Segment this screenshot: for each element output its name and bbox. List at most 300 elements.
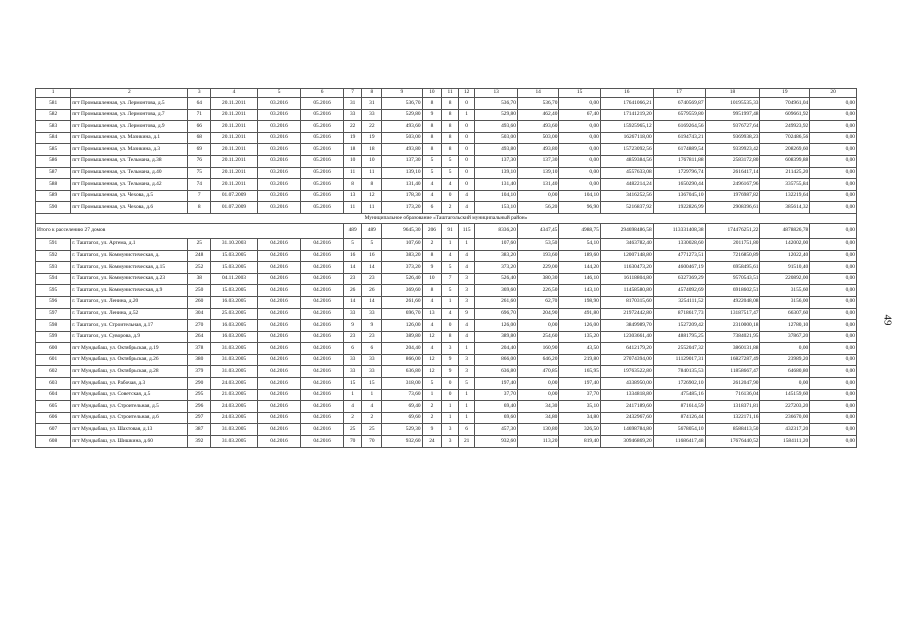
table-cell: 526,40 [382,273,422,285]
table-cell: 387 [188,424,211,436]
table-cell: 26 [343,285,362,297]
table-cell: пгт Промышленная, ул. Лермонтова, д.7 [71,109,188,121]
table-cell: 10 [422,89,442,98]
table-cell: 04.2016 [301,320,344,332]
table-cell: 270 [188,320,211,332]
table-cell: 9 [422,262,442,274]
table-cell: 3 [458,285,475,297]
table-cell: 04.2016 [301,389,344,401]
table-cell: 25 [188,238,211,250]
table-cell: 1318371,81 [705,401,760,413]
table-cell: 0,00 [810,354,857,366]
table-cell: 932,60 [475,436,518,448]
table-cell: 1 [343,389,362,401]
table-cell: 05.2016 [301,179,344,191]
table-cell: 19 [760,89,810,98]
table-row [36,262,857,274]
table-row [36,285,857,297]
table-cell: г. Таштагол, ул. Ленина, д.52 [71,308,188,320]
table-cell: 12 [458,89,475,98]
table-cell: г. Таштагол, ул. Строительная, д.17 [71,320,188,332]
table-cell: 33 [343,354,362,366]
table-cell: 236670,00 [760,412,810,424]
table-cell: 12303661,40 [600,331,653,343]
table-cell: 115 [458,223,475,238]
table-row [36,179,857,191]
table-cell: 05.2016 [301,109,344,121]
section-title: Муниципальное образование «Таштагольский муниципальный район» [36,213,857,223]
table-cell: 9 [343,320,362,332]
table-cell: 135,20 [559,331,600,343]
table-cell: 866,00 [475,354,518,366]
table-cell: 4859384,56 [600,155,653,167]
table-cell: 12 [422,354,442,366]
table-cell: г. Таштагол, ул. Ленина, д.20 [71,296,188,308]
table-cell: 4 [422,190,442,202]
table-cell: 20.11.2011 [211,179,258,191]
table-cell: 4574092,69 [653,285,705,297]
section-row [36,213,857,223]
table-cell: 12007148,80 [600,250,653,262]
table-cell: 14 [343,262,362,274]
table-cell: 9 [442,354,459,366]
table-cell: 04.2016 [257,250,301,262]
table-cell: 126,00 [382,320,422,332]
table-cell: 19763522,80 [600,366,653,378]
table-cell: 04.2016 [301,401,344,413]
table-cell: 8 [442,144,459,156]
table-cell: 5 [442,262,459,274]
table-cell: 609661,92 [760,109,810,121]
table-cell: 23 [343,331,362,343]
table-cell: 53,50 [517,238,558,250]
table-cell: 10 [422,273,442,285]
table-cell: 1 [442,412,459,424]
table-cell: 2011751,80 [705,238,760,250]
table-cell: 608 [36,436,71,448]
table-cell: 606 [36,412,71,424]
table-cell: 21 [458,436,475,448]
table-cell: 3 [458,273,475,285]
table-cell: 536,70 [517,98,558,110]
table-cell: 03.2016 [257,132,301,144]
table-cell: 7216850,89 [705,250,760,262]
table-cell: пгт Промышленная, ул. Мазикина, д.1 [71,132,188,144]
table-cell: 22 [362,121,382,133]
table-cell: 03.2016 [257,144,301,156]
table-cell: 14 [517,89,558,98]
table-cell: 457,30 [475,424,518,436]
table-cell: 493,60 [475,121,518,133]
table-cell: 1367045,10 [653,190,705,202]
table-cell: 11686417,48 [653,436,705,448]
table-cell: 25 [362,424,382,436]
table-cell: 5 [343,238,362,250]
table-cell: 0,00 [810,109,857,121]
table-cell: 603 [36,378,71,390]
table-cell: пгт Мундыбаш, ул. Строительная, д.6 [71,412,188,424]
table-cell: 8588413,50 [705,424,760,436]
table-cell: 5 [442,155,459,167]
table-cell: 0 [458,167,475,179]
table-cell: 0 [458,98,475,110]
table-cell: 2612047,90 [705,378,760,390]
table-cell: 1 [458,401,475,413]
table-cell: 04.2016 [301,238,344,250]
table-cell: 0,00 [517,378,558,390]
table-cell: г. Таштагол, ул. Артема, д.1 [71,238,188,250]
table-cell: 819,40 [559,436,600,448]
table-cell: 142002,00 [760,238,810,250]
table-row [36,436,857,448]
table-cell: 130,80 [517,424,558,436]
table-cell: 0,00 [559,144,600,156]
table-cell: 21972442,80 [600,308,653,320]
table-cell: 38 [188,273,211,285]
table-cell: 586 [36,155,71,167]
table-cell: 15.03.2005 [211,262,258,274]
table-cell: 326,50 [559,424,600,436]
table-cell: 126,00 [475,320,518,332]
table-cell: 0,00 [559,167,600,179]
table-cell: 582 [36,109,71,121]
table-cell: 4 [442,179,459,191]
table-cell: 3 [442,343,459,355]
table-row [36,121,857,133]
table-cell: 383,20 [475,250,518,262]
table-cell: 37867,20 [760,331,810,343]
table-cell: 3849989,70 [600,320,653,332]
table-cell: 261,60 [475,296,518,308]
table-cell: пгт Промышленная, ул. Лермонтова, д.9 [71,121,188,133]
table-cell: 229,00 [517,262,558,274]
table-cell: 2496167,96 [705,179,760,191]
table-cell: 04.2016 [301,308,344,320]
table-cell: 14 [343,296,362,308]
table-cell: 1767811,88 [653,155,705,167]
table-cell: 536,70 [382,98,422,110]
table-row [36,389,857,401]
table-cell: 491,80 [559,308,600,320]
table-cell: 208269,60 [760,144,810,156]
table-cell: пгт Мундыбаш, ул. Шахтовая, д.13 [71,424,188,436]
table-cell: 592 [36,250,71,262]
table-cell: 4 [422,179,442,191]
table-cell: 03.2016 [257,179,301,191]
table-cell: пгт Мундыбаш, ул. Октябрьская, д.19 [71,343,188,355]
table-cell: 2 [422,401,442,413]
table-row [36,308,857,320]
table-cell: 05.2016 [301,202,344,214]
table-cell: 489 [343,223,362,238]
table-cell: 139,10 [517,167,558,179]
table-cell: 76 [188,155,211,167]
table-cell: 01.07.2009 [211,202,258,214]
table-cell: 0 [458,144,475,156]
table-cell: 69 [188,144,211,156]
table-cell: 4600467,19 [653,262,705,274]
table-cell: 588 [36,179,71,191]
table-cell: 0 [458,132,475,144]
table-cell: 8 [362,179,382,191]
table-cell: 178,30 [382,190,422,202]
table-row [36,250,857,262]
table-cell: 304 [188,308,211,320]
table-cell: 3 [442,424,459,436]
table-cell: 9369938,23 [705,132,760,144]
table-cell: 04.2016 [301,331,344,343]
table-cell: 104,10 [559,190,600,202]
table-cell: 13 [475,89,518,98]
table-row [36,320,857,332]
table-cell: г. Таштагол, ул. Коммунистическая, д.9 [71,285,188,297]
table-cell: 1 [362,389,382,401]
table-cell: 04.2016 [257,238,301,250]
table-cell: 15925965,12 [600,121,653,133]
table-cell: 18 [343,144,362,156]
table-cell: 31 [362,98,382,110]
header-row [36,89,857,98]
table-cell: 20.11.2011 [211,109,258,121]
table-cell: 137,30 [475,155,518,167]
table-cell: 15 [362,378,382,390]
table-cell: 16118804,80 [600,273,653,285]
table-cell: 0 [442,389,459,401]
table-cell: 24.03.2005 [211,412,258,424]
table-row [36,273,857,285]
table-cell: 4 [211,89,258,98]
table-cell: 3 [458,296,475,308]
table-cell: 4 [458,320,475,332]
table-cell: 10195535,33 [705,98,760,110]
table-cell: 874126,44 [653,412,705,424]
table-cell: 599 [36,331,71,343]
table-cell: 139,10 [382,167,422,179]
table-cell: 23 [343,273,362,285]
table-cell: пгт Промышленная, ул. Тельмана, д.38 [71,155,188,167]
table-cell: 503,00 [475,132,518,144]
table-cell: 20.11.2011 [211,167,258,179]
table-cell: 04.2016 [301,354,344,366]
table-cell: 33 [362,308,382,320]
table-cell: 12 [362,190,382,202]
table-cell: г. Таштагол, ул. Коммунистическая, д.23 [71,273,188,285]
total-row [36,223,857,238]
table-cell: 0 [458,155,475,167]
table-cell: 113,20 [517,436,558,448]
table-cell: 1584111,20 [760,436,810,448]
table-cell: 9645,30 [382,223,422,238]
table-cell: 15 [343,378,362,390]
table-cell: 11630473,20 [600,262,653,274]
table-cell: 04.2016 [257,424,301,436]
table-cell: 6 [362,343,382,355]
table-cell: 68 [188,132,211,144]
table-cell: 601 [36,354,71,366]
table-cell: 3860131,88 [705,343,760,355]
table-cell: 15723092,56 [600,144,653,156]
table-cell: 0,00 [810,412,857,424]
table-cell: 144,20 [559,262,600,274]
table-cell: 1 [458,343,475,355]
table-cell: 03.2016 [257,109,301,121]
table-cell: 11 [362,167,382,179]
table-cell: 595 [36,285,71,297]
table-cell: 04.2016 [257,262,301,274]
total-label: Итого к расселению 27 домов [36,223,344,238]
table-cell: 1726902,10 [653,378,705,390]
table-cell: 173,20 [382,202,422,214]
table-cell: 1 [422,389,442,401]
table-cell: 219,80 [559,354,600,366]
table-cell: 04.2016 [301,436,344,448]
table-cell: 0,00 [810,223,857,238]
table-cell: 11 [343,167,362,179]
table-cell: 8 [422,285,442,297]
table-cell: 0,00 [559,132,600,144]
table-cell: 70 [362,436,382,448]
table-cell: 70 [343,436,362,448]
table-cell: 34,30 [517,401,558,413]
table-cell: 9339923,42 [705,144,760,156]
table-cell: 24.03.2005 [211,378,258,390]
table-cell: 583 [36,121,71,133]
table-cell: 69,40 [475,401,518,413]
table-cell: 4557633,08 [600,167,653,179]
table-row [36,424,857,436]
table-cell: 4347,45 [517,223,558,238]
table-cell: 475485,16 [653,389,705,401]
table-cell: 3 [458,366,475,378]
table-cell: 05.2016 [301,121,344,133]
table-cell: 2 [343,412,362,424]
table-cell: 0,00 [810,179,857,191]
table-row [36,155,857,167]
table-cell: 6 [458,424,475,436]
table-cell: 5216837,92 [600,202,653,214]
table-cell: 03.2016 [257,98,301,110]
table-cell: 31.03.2005 [211,424,258,436]
table-cell: 369,60 [382,285,422,297]
table-cell: 596 [36,296,71,308]
table-cell: 6579559,80 [653,109,705,121]
table-cell: 3463782,40 [600,238,653,250]
table-cell: пгт Мундыбаш, ул. Строительная, д.5 [71,401,188,413]
table-cell: 8718617,73 [653,308,705,320]
table-cell: 126,00 [559,320,600,332]
table-cell: 131,40 [382,179,422,191]
table-cell: 2310000,18 [705,320,760,332]
table-cell: 4338950,00 [600,378,653,390]
table-row [36,238,857,250]
table-cell: 131,40 [475,179,518,191]
table-row [36,202,857,214]
table-cell: 290 [188,378,211,390]
table-body [36,89,857,448]
table-row [36,98,857,110]
table-cell: 11 [442,89,459,98]
table-cell: 373,20 [382,262,422,274]
table-cell: 493,80 [382,144,422,156]
table-cell: 6327369,29 [653,273,705,285]
housing-table [35,88,857,448]
table-cell: 139,10 [475,167,518,179]
table-cell: 4988,75 [559,223,600,238]
table-cell: 16.03.2005 [211,331,258,343]
table-cell: 75 [188,167,211,179]
table-cell: 25 [343,424,362,436]
table-cell: 206 [422,223,442,238]
table-cell: г. Таштагол, ул. Коммунистическая, д. [71,250,188,262]
table-cell: 18 [705,89,760,98]
table-cell: 4 [442,308,459,320]
table-cell: 13187517,47 [705,308,760,320]
table-cell: 0,00 [810,378,857,390]
table-cell: 7840135,53 [653,366,705,378]
table-cell: 249923,92 [760,121,810,133]
table-cell: 5 [422,378,442,390]
table-cell: 64680,80 [760,366,810,378]
table-cell: 0,00 [760,343,810,355]
table-row [36,378,857,390]
table-cell: 16 [343,250,362,262]
table-cell: 23 [362,331,382,343]
table-cell: 21.03.2005 [211,389,258,401]
table-cell: 591 [36,238,71,250]
table-cell: 4 [422,296,442,308]
table-cell: 04.2016 [257,389,301,401]
table-cell: 05.2016 [301,144,344,156]
table-cell: 696,70 [382,308,422,320]
table-cell: 143,10 [559,285,600,297]
table-cell: 69,60 [382,412,422,424]
table-cell: 04.2016 [301,378,344,390]
table-row [36,296,857,308]
table-cell: 0,00 [517,190,558,202]
table-cell: 204,40 [382,343,422,355]
table-cell: 0,00 [810,401,857,413]
table-cell: 9 [422,424,442,436]
table-cell: 704961,04 [760,98,810,110]
table-cell: 0 [442,320,459,332]
table-cell: 4 [422,320,442,332]
table-cell: 0,00 [810,308,857,320]
table-cell: 0,00 [810,262,857,274]
table-cell: 261,60 [382,296,422,308]
table-cell: 64 [188,98,211,110]
table-cell: 13 [422,308,442,320]
table-cell: пгт Мундыбаш, ул. Советская, д.5 [71,389,188,401]
table-cell: 04.2016 [301,424,344,436]
table-cell: 16267118,00 [600,132,653,144]
table-row [36,144,857,156]
table-cell: 335755,84 [760,179,810,191]
table-cell: 536,70 [475,98,518,110]
table-cell: 593 [36,262,71,274]
table-cell: 0 [442,378,459,390]
table-cell: 9570543,51 [705,273,760,285]
table-cell: 4878826,78 [760,223,810,238]
table-cell: 8 [442,121,459,133]
table-cell: 31.10.2003 [211,238,258,250]
table-cell: 204,90 [517,308,558,320]
table-cell: 0 [458,179,475,191]
table-cell: 295 [188,389,211,401]
table-cell: 23 [362,273,382,285]
table-cell: 470,85 [517,366,558,378]
table-cell: 9 [422,109,442,121]
table-cell: 11458580,80 [600,285,653,297]
